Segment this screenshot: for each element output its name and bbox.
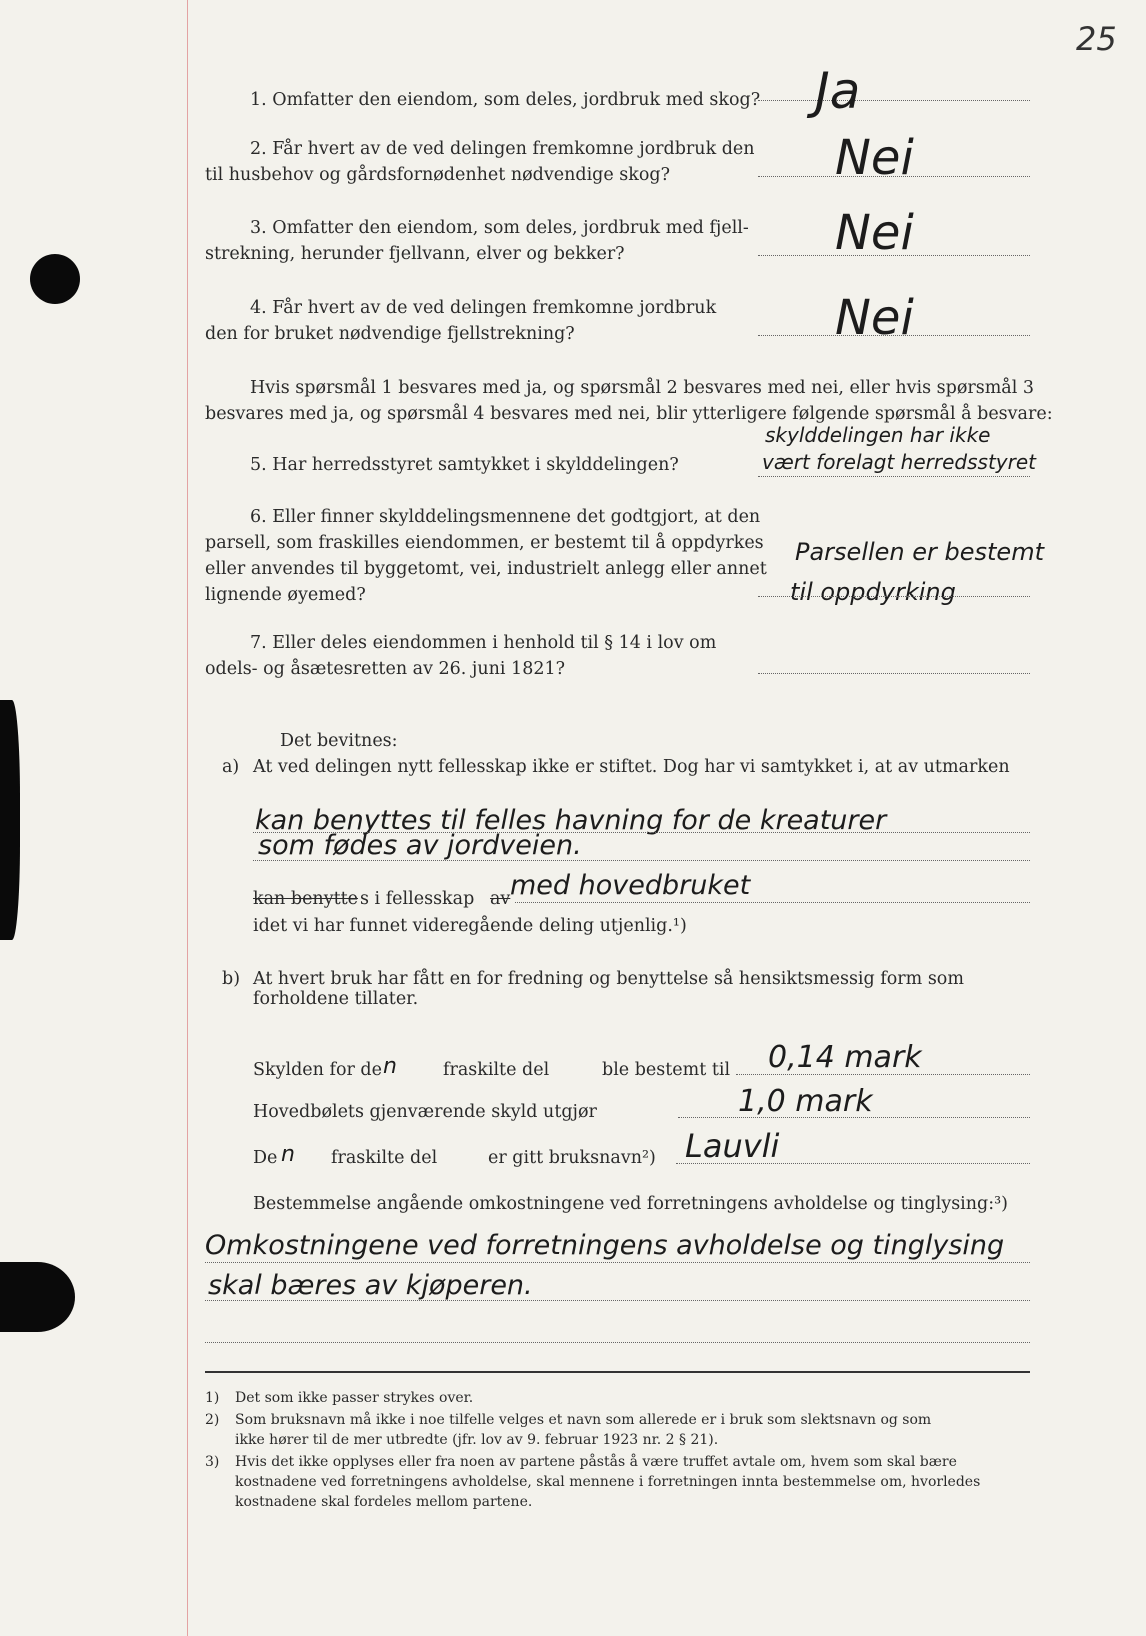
answer-6-line-2: til oppdyrking <box>790 578 956 606</box>
punch-hole-top <box>30 254 80 304</box>
skyld-line-1-hand-n: n <box>383 1054 397 1079</box>
answer-line-7 <box>758 673 1030 674</box>
skyld-line-3-part-1: De <box>253 1148 278 1168</box>
footnote-3-text-2: kostnadene ved forretningens avholdelse, skal mennene i forretningen innta bestemmelse om, hvorledes <box>235 1474 981 1490</box>
witness-heading: Det bevitnes: <box>280 731 398 751</box>
skyld-line-1-part-1: Skylden for de <box>253 1060 382 1080</box>
footnote-2-text-2: ikke hører til de mer utbredte (jfr. lov av 9. februar 1923 nr. 2 § 21). <box>235 1432 719 1448</box>
witness-b-line-2: forholdene tillater. <box>253 989 419 1009</box>
footnote-3-text-1: Hvis det ikke opplyses eller fra noen av partene påstås å være truffet avtale om, hvem som skal bære <box>235 1454 957 1470</box>
witness-a-hand-2: som fødes av jordveien. <box>258 830 582 861</box>
answer-4: Nei <box>835 290 914 346</box>
witness-a-label: a) <box>222 757 240 777</box>
skyld-line-1-part-3: ble bestemt til <box>602 1060 731 1080</box>
witness-a-end: idet vi har funnet videregående deling utjenlig.¹) <box>253 916 687 936</box>
footnote-3-text-3: kostnadene skal fordeles mellom partene. <box>235 1494 533 1510</box>
question-7-line-1: 7. Eller deles eiendommen i henhold til § 14 i lov om <box>250 633 717 653</box>
punch-hole-bottom <box>0 1262 75 1332</box>
page-number: 25 <box>1076 20 1117 58</box>
witness-a-text: At ved delingen nytt fellesskap ikke er stiftet. Dog har vi samtykket i, at av utmarken <box>253 757 1010 777</box>
question-6-line-2: parsell, som fraskilles eiendommen, er bestemt til å oppdyrkes <box>205 533 764 553</box>
question-6-line-1: 6. Eller finner skylddelingsmennene det godtgjort, at den <box>250 507 761 527</box>
costs-label: Bestemmelse angående omkostningene ved forretningens avholdelse og tinglysing:³) <box>253 1194 1008 1214</box>
witness-a-struck-2: av <box>490 889 511 909</box>
witness-a-line-3 <box>515 902 1030 903</box>
skyld-line-2-value: 1,0 mark <box>738 1084 873 1119</box>
answer-line-5 <box>758 476 1030 477</box>
condition-line-2: besvares med ja, og spørsmål 4 besvares med nei, blir ytterligere følgende spørsmål å besvare: <box>205 404 1053 424</box>
answer-1: Ja <box>815 62 861 120</box>
footnote-2-num: 2) <box>205 1412 220 1428</box>
skyld-line-3-hand-n: n <box>281 1142 295 1167</box>
answer-6-line-1: Parsellen er bestemt <box>795 538 1044 566</box>
costs-hand-1: Omkostningene ved forretningens avholdelse og tinglysing <box>205 1230 1005 1261</box>
witness-a-line-2 <box>253 860 1030 861</box>
skyld-line-3-part-2: fraskilte del <box>331 1148 438 1168</box>
footnote-1-num: 1) <box>205 1390 220 1406</box>
answer-line-1 <box>758 100 1030 101</box>
question-3-line-1: 3. Omfatter den eiendom, som deles, jordbruk med fjell- <box>250 218 749 238</box>
question-6-line-3: eller anvendes til byggetomt, vei, industrielt anlegg eller annet <box>205 559 767 579</box>
skyld-line-3-part-3: er gitt bruksnavn²) <box>488 1148 656 1168</box>
costs-hand-2: skal bæres av kjøperen. <box>208 1270 533 1301</box>
answer-line-6 <box>758 596 1030 597</box>
question-6-line-4: lignende øyemed? <box>205 585 366 605</box>
skyld-line-1-value: 0,14 mark <box>768 1040 922 1075</box>
question-2-line-2: til husbehov og gårdsfornødenhet nødvendige skog? <box>205 165 670 185</box>
question-7-line-2: odels- og åsætesretten av 26. juni 1821? <box>205 659 565 679</box>
witness-a-struck: kan benytte <box>253 889 359 909</box>
witness-a-hand-1: kan benyttes til felles havning for de kreaturer <box>255 805 887 836</box>
skyld-line-3-value: Lauvli <box>685 1127 780 1165</box>
question-2-line-1: 2. Får hvert av de ved delingen fremkomne jordbruk den <box>250 139 755 159</box>
skyld-line-1-part-2: fraskilte del <box>443 1060 550 1080</box>
answer-5-line-1: skylddelingen har ikke <box>765 423 991 447</box>
footnote-3-num: 3) <box>205 1454 220 1470</box>
question-1: 1. Omfatter den eiendom, som deles, jordbruk med skog? <box>250 90 761 110</box>
answer-5-line-2: vært forelagt herredsstyret <box>762 450 1036 474</box>
witness-b-line-1: At hvert bruk har fått en for fredning og benyttelse så hensiktsmessig form som <box>253 969 964 989</box>
condition-line-1: Hvis spørsmål 1 besvares med ja, og spørsmål 2 besvares med nei, eller hvis spørsmål 3 <box>250 378 1035 398</box>
skyld-line-2-label: Hovedbølets gjenværende skyld utgjør <box>253 1102 597 1122</box>
footnote-2-text-1: Som bruksnavn må ikke i noe tilfelle velges et navn som allerede er i bruk som slektsnavn og som <box>235 1412 932 1428</box>
page-edge-shadow <box>0 700 20 940</box>
footnote-1-text: Det som ikke passer strykes over. <box>235 1390 474 1406</box>
question-4-line-2: den for bruket nødvendige fjellstrekning? <box>205 324 575 344</box>
question-5: 5. Har herredsstyret samtykket i skylddelingen? <box>250 455 679 475</box>
costs-line-1 <box>205 1262 1030 1263</box>
witness-a-mid: s i fellesskap <box>360 889 475 909</box>
margin-line <box>187 0 188 1636</box>
footnote-rule <box>205 1371 1030 1373</box>
witness-b-label: b) <box>222 969 241 989</box>
question-3-line-2: strekning, herunder fjellvann, elver og bekker? <box>205 244 625 264</box>
costs-line-3 <box>205 1342 1030 1343</box>
costs-line-2 <box>205 1300 1030 1301</box>
question-4-line-1: 4. Får hvert av de ved delingen fremkomne jordbruk <box>250 298 717 318</box>
answer-2: Nei <box>835 130 914 186</box>
witness-a-hand-3: med hovedbruket <box>510 870 751 901</box>
answer-3: Nei <box>835 205 914 261</box>
